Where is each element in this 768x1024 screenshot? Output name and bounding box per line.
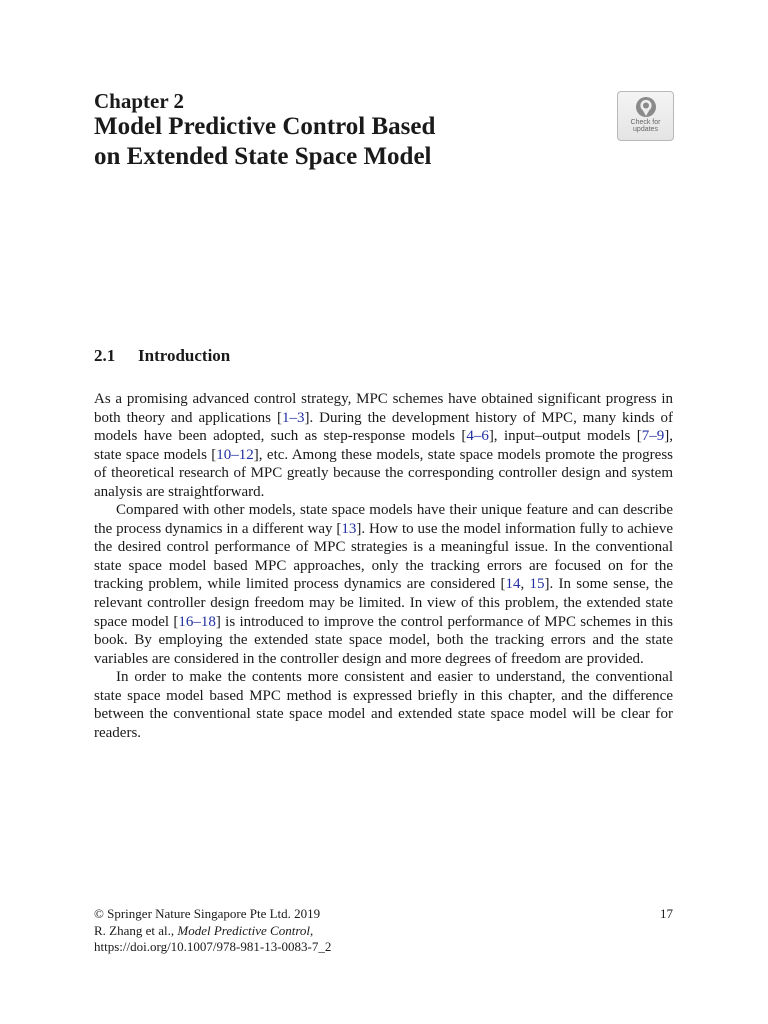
section-title: Introduction <box>138 346 231 365</box>
body-text <box>94 390 673 742</box>
paragraph <box>94 390 673 501</box>
citation-link[interactable]: 16–18 <box>178 613 216 630</box>
citation-comma: , <box>310 922 314 938</box>
citation-link[interactable]: 7–9 <box>641 428 665 445</box>
paragraph-text: ], etc. Among these models, state space models promote the progress of theoretical research of MPC greatly because the corresponding controller design and system analysis are straightforward. <box>94 446 673 500</box>
paragraph-text: , <box>520 576 530 593</box>
citation-link[interactable]: 15 <box>529 576 545 593</box>
paragraph-text: Compared with other models, state space models have their unique feature and can describe the process dynamics in a different way [ <box>94 502 673 537</box>
page-footer <box>94 906 673 956</box>
section-heading <box>94 345 230 367</box>
citation-link[interactable]: 10–12 <box>216 446 254 463</box>
paragraph <box>94 501 673 668</box>
badge-line: updates <box>633 126 658 133</box>
chapter-title-line: on Extended State Space Model <box>94 143 432 170</box>
paragraph-text: ]. During the development history of MPC, many kinds of models have been adopted, such as step-response models [ <box>94 409 674 445</box>
paragraph-text: ] is introduced to improve the control performance of MPC schemes in this book. By employing the extended state space model, both the tracking errors and the state variables are considered in the controller design and more degrees of freedom are provided. <box>94 613 673 667</box>
citation-link[interactable]: 14 <box>505 576 521 593</box>
check-for-updates-icon <box>635 96 657 118</box>
doi-link[interactable]: https://doi.org/10.1007/978-981-13-0083-7_2 <box>94 939 332 954</box>
paragraph-text: ]. In some sense, the relevant controller design freedom may be limited. In view of this problem, the extended state space model [ <box>94 576 674 630</box>
citation-line <box>94 923 673 940</box>
paragraph-text: ], state space models [ <box>94 428 673 463</box>
citation-link[interactable]: 1–3 <box>281 409 305 426</box>
chapter-label: Chapter 2 <box>94 89 185 113</box>
citation-book-title: Model Predictive Control <box>177 922 311 938</box>
citation-authors: R. Zhang et al., <box>94 922 178 938</box>
paragraph <box>94 668 673 742</box>
badge-line: Check for <box>630 119 661 126</box>
check-for-updates-text <box>631 119 661 133</box>
paragraph-text: In order to make the contents more consistent and easier to understand, the conventional state space model based MPC method is expressed briefly in this chapter, and the difference between the conventional state space model and extended state space model will be clear for readers. <box>94 669 673 741</box>
chapter-title <box>94 112 564 172</box>
citation-link[interactable]: 13 <box>341 520 357 537</box>
citation-link[interactable]: 4–6 <box>466 428 489 445</box>
check-for-updates-badge[interactable] <box>617 91 674 141</box>
paragraph-text: As a promising advanced control strategy, MPC schemes have obtained significant progress in both theory and applications [ <box>94 391 673 426</box>
copyright-notice: © Springer Nature Singapore Pte Ltd. 2019 <box>94 906 321 921</box>
chapter-title-line: Model Predictive Control Based <box>94 113 436 140</box>
section-number: 2.1 <box>94 346 116 365</box>
paragraph-text: ], input–output models [ <box>488 428 642 445</box>
page-number: 17 <box>660 906 673 921</box>
paragraph-text: ]. How to use the model information fully to achieve the desired control performance of MPC strategies is a meaningful issue. In the conventional state space model based MPC approaches, only the tracking errors are focused on for the tracking problem, while limited process dynamics are considered [ <box>94 520 673 593</box>
